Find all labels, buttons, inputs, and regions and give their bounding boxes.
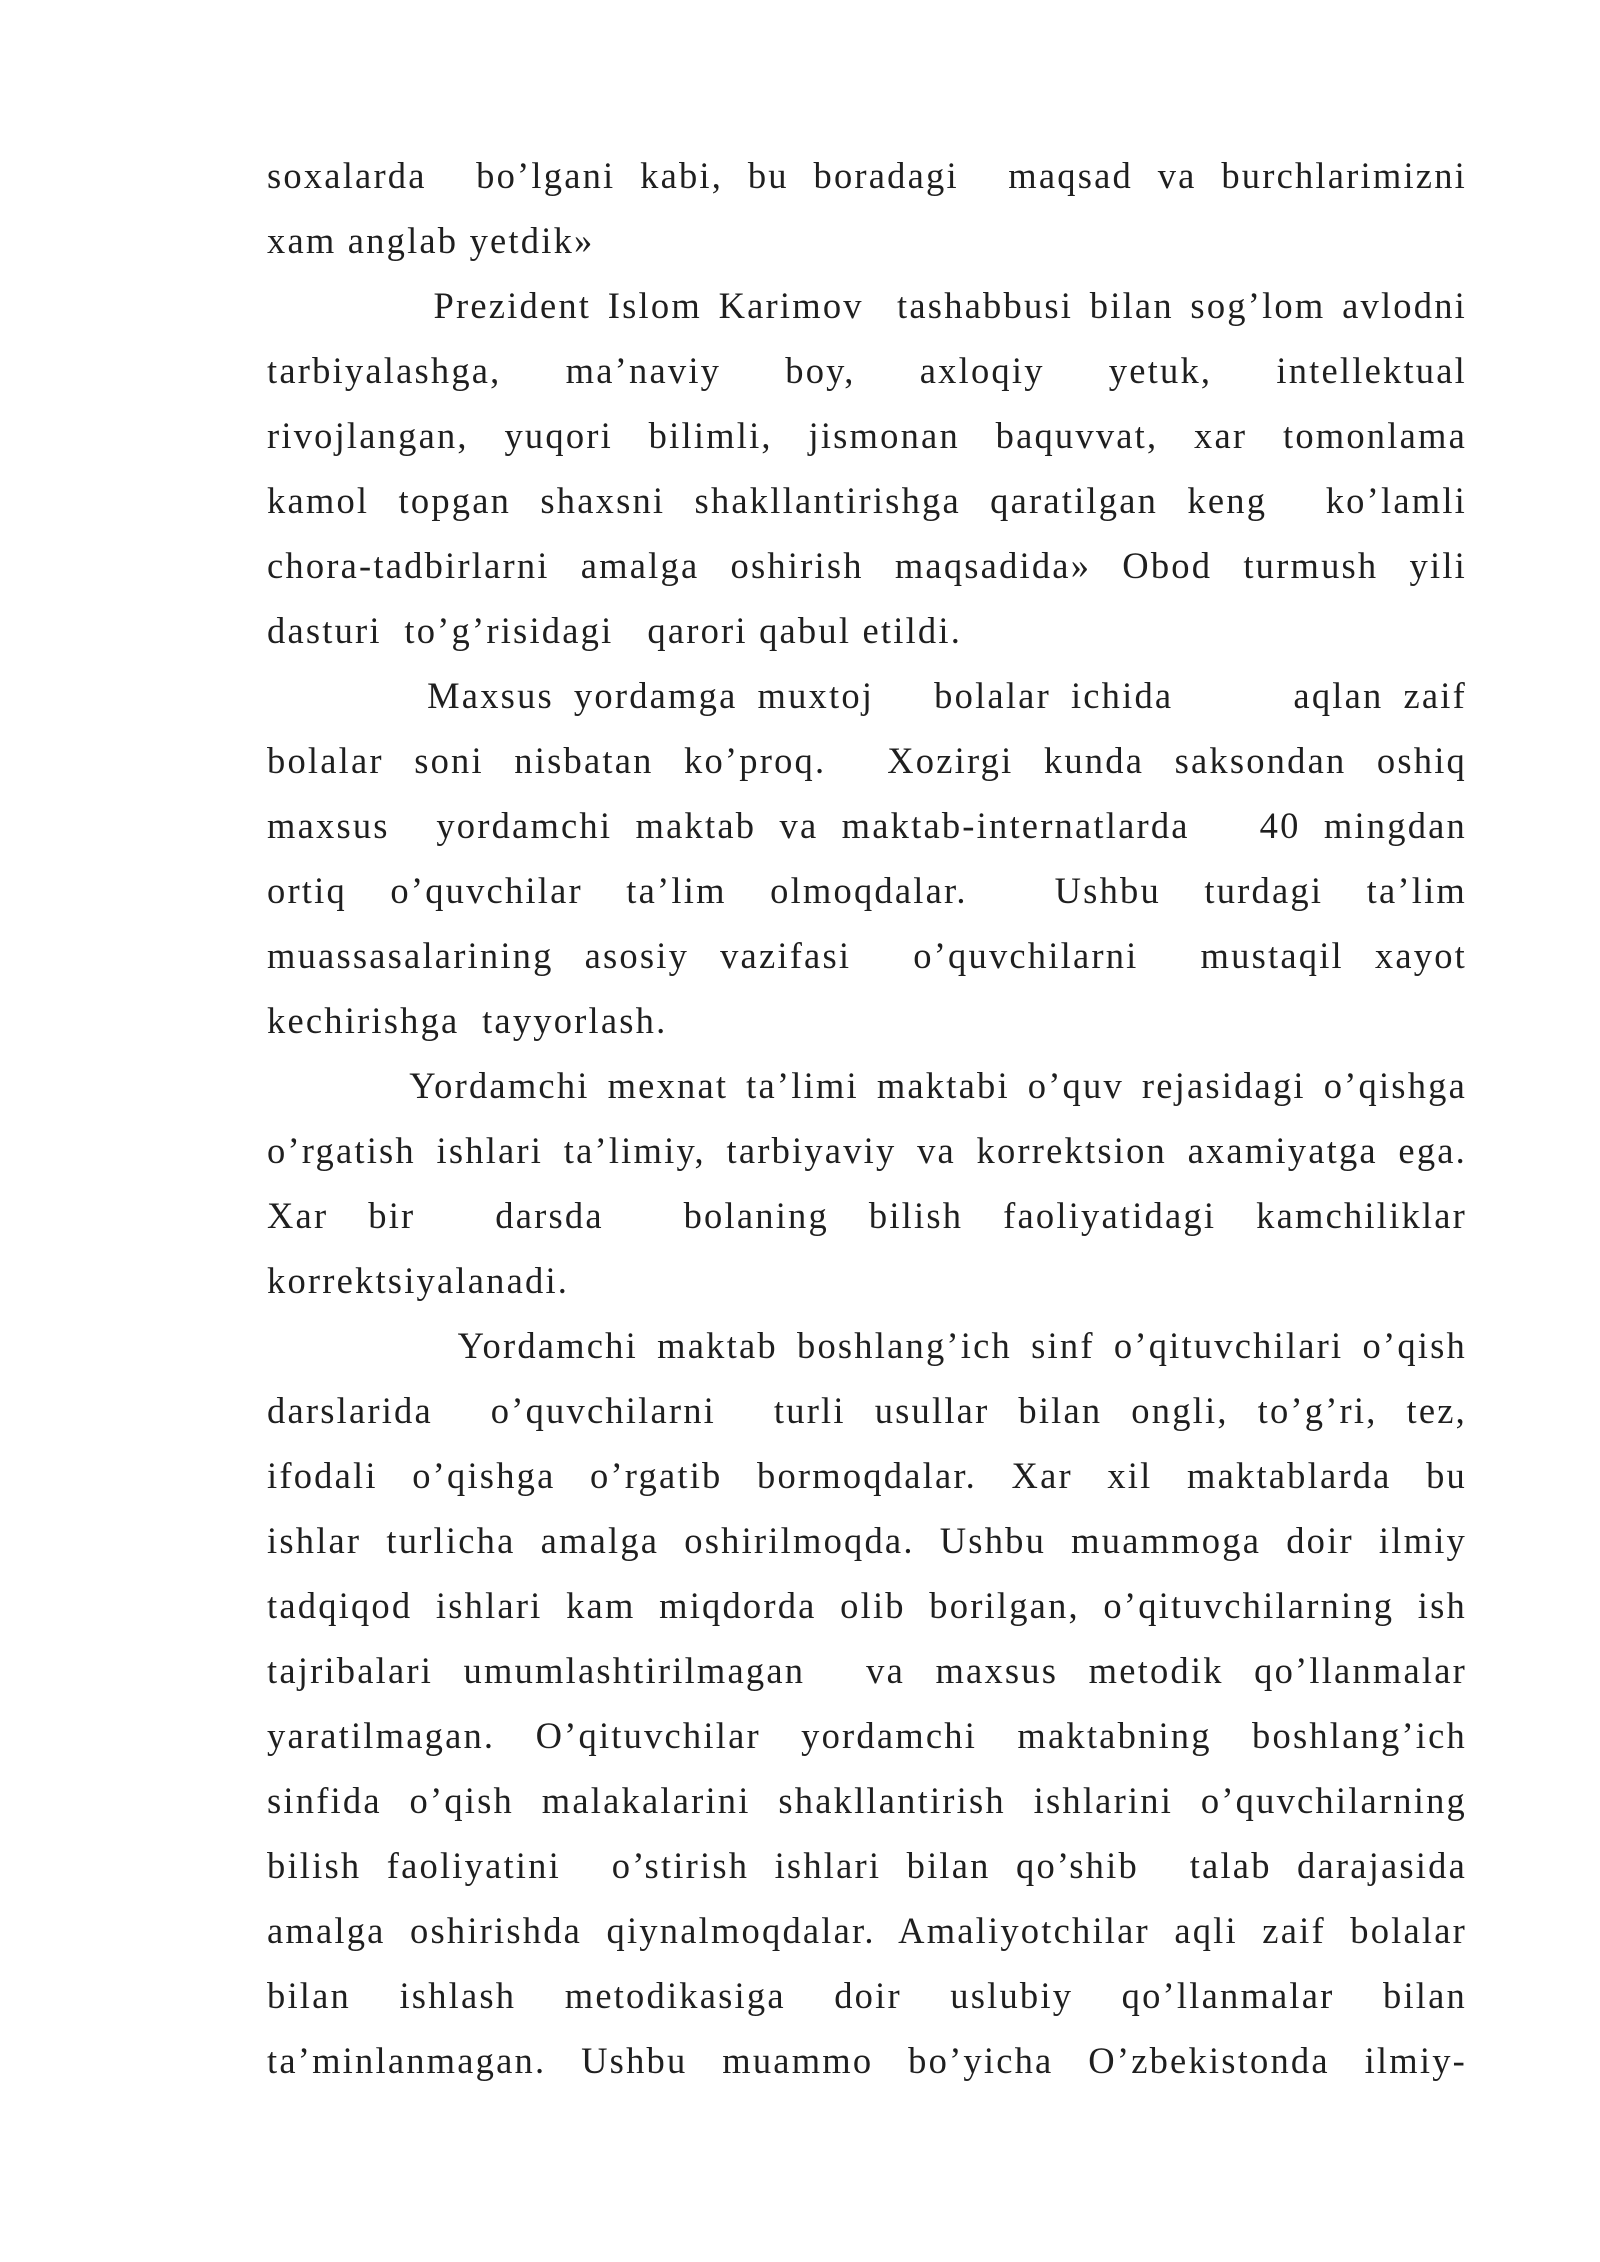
text-line: tajribalari umumlashtirilmagan va maxsus metodik qo’llanmalar — [267, 1650, 1467, 1691]
text-line: tadqiqod ishlari kam miqdorda olib borilgan, o’qituvchilarning ish — [267, 1585, 1467, 1626]
text-line: bilan ishlash metodikasiga doir uslubiy qo’llanmalar bilan — [267, 1975, 1467, 2016]
text-line: kechirishga tayyorlash. — [267, 1000, 668, 1041]
body-text — [267, 143, 1467, 2093]
text-line: Yordamchi maktab boshlang’ich sinf o’qituvchilari o’qish — [267, 1325, 1467, 1366]
text-line: o’rgatish ishlari ta’limiy, tarbiyaviy va korrektsion axamiyatga ega. — [267, 1130, 1467, 1171]
text-line: ta’minlanmagan. Ushbu muammo bo’yicha O’zbekistonda ilmiy- — [267, 2040, 1467, 2081]
text-line: yaratilmagan. O’qituvchilar yordamchi maktabning boshlang’ich — [267, 1715, 1467, 1756]
text-line: Yordamchi mexnat ta’limi maktabi o’quv rejasidagi o’qishga — [267, 1065, 1467, 1106]
text-line: bolalar soni nisbatan ko’proq. Xozirgi kunda saksondan oshiq — [267, 740, 1467, 781]
text-line: tarbiyalashga, ma’naviy boy, axloqiy yetuk, intellektual — [267, 350, 1467, 391]
text-line: rivojlangan, yuqori bilimli, jismonan baquvvat, xar tomonlama — [267, 415, 1467, 456]
text-line: kamol topgan shaxsni shakllantirishga qaratilgan keng ko’lamli — [267, 480, 1467, 521]
text-line: xam anglab yetdik» — [267, 220, 595, 261]
text-line: darslarida o’quvchilarni turli usullar bilan ongli, to’g’ri, tez, — [267, 1390, 1467, 1431]
text-line: muassasalarining asosiy vazifasi o’quvchilarni mustaqil xayot — [267, 935, 1467, 976]
text-line: Prezident Islom Karimov tashabbusi bilan sog’lom avlodni — [267, 285, 1467, 326]
text-line: sinfida o’qish malakalarini shakllantirish ishlarini o’quvchilarning — [267, 1780, 1467, 1821]
text-line: ishlar turlicha amalga oshirilmoqda. Ushbu muammoga doir ilmiy — [267, 1520, 1467, 1561]
text-line: maxsus yordamchi maktab va maktab-internatlarda 40 mingdan — [267, 805, 1467, 846]
text-line: chora-tadbirlarni amalga oshirish maqsadida» Obod turmush yili — [267, 545, 1467, 586]
text-line: ortiq o’quvchilar ta’lim olmoqdalar. Ushbu turdagi ta’lim — [267, 870, 1467, 911]
text-line: korrektsiyalanadi. — [267, 1260, 570, 1301]
text-line: dasturi to’g’risidagi qarori qabul etildi. — [267, 610, 963, 651]
text-line: bilish faoliyatini o’stirish ishlari bilan qo’shib talab darajasida — [267, 1845, 1467, 1886]
text-line: amalga oshirishda qiynalmoqdalar. Amaliyotchilar aqli zaif bolalar — [267, 1910, 1467, 1951]
text-line: Xar bir darsda bolaning bilish faoliyatidagi kamchiliklar — [267, 1195, 1467, 1236]
text-line: ifodali o’qishga o’rgatib bormoqdalar. Xar xil maktablarda bu — [267, 1455, 1467, 1496]
text-line: Maxsus yordamga muxtoj bolalar ichida aqlan zaif — [267, 675, 1467, 716]
text-line: soxalarda bo’lgani kabi, bu boradagi maqsad va burchlarimizni — [267, 155, 1467, 196]
